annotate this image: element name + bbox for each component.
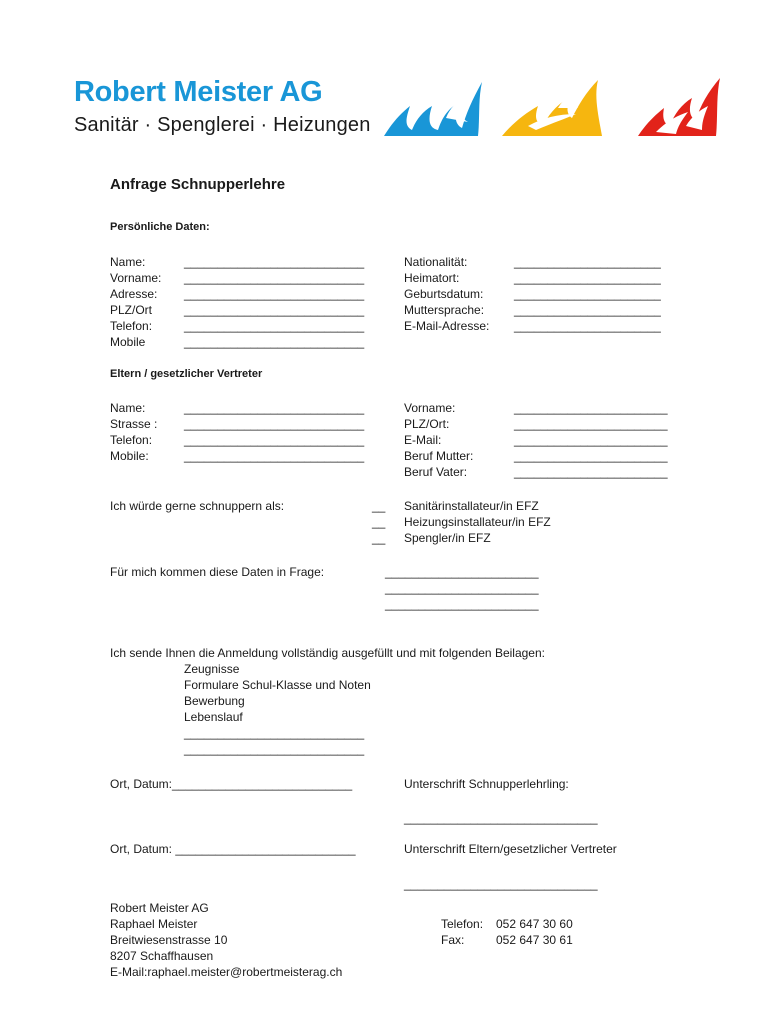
blank-line: ___________________________ xyxy=(184,287,365,301)
blank-line: ______________________ xyxy=(514,303,661,317)
flame-logo-blue-icon xyxy=(382,78,486,140)
field-label: Strasse : xyxy=(110,417,158,431)
option-label: Spengler/in EFZ xyxy=(404,531,491,545)
page-title: Anfrage Schnupperlehre xyxy=(110,176,286,193)
dates-lines xyxy=(385,564,539,612)
field-label: Telefon: xyxy=(110,433,153,447)
address-line: Breitwiesenstrasse 10 xyxy=(110,933,228,947)
blank-line[interactable]: _______________________ xyxy=(385,597,539,611)
blank-line: ___________________________ xyxy=(184,303,365,317)
ort-datum-field-1[interactable]: Ort, Datum:___________________________ xyxy=(110,777,353,791)
field-label: Vorname: xyxy=(404,401,456,415)
list-item: Formulare Schul-Klasse und Noten xyxy=(184,678,371,692)
personal-left-labels xyxy=(110,254,161,350)
checkbox-blank[interactable]: __ xyxy=(372,531,386,545)
field-label: Name: xyxy=(110,401,146,415)
list-item: Bewerbung xyxy=(184,694,245,708)
field-label: PLZ/Ort: xyxy=(404,417,450,431)
section-heading-parents: Eltern / gesetzlicher Vertreter xyxy=(110,368,263,380)
address-line: Raphael Meister xyxy=(110,917,198,931)
schnuppern-label: Ich würde gerne schnuppern als: xyxy=(110,499,285,513)
blank-line: ______________________ xyxy=(514,287,661,301)
field-label: PLZ/Ort xyxy=(110,303,153,317)
address-line: Robert Meister AG xyxy=(110,901,209,915)
parents-left-lines xyxy=(184,400,364,464)
blank-line: ___________________________ xyxy=(184,449,365,463)
schnuppern-options xyxy=(404,498,551,546)
option-label: Heizungsinstallateur/in EFZ xyxy=(404,515,551,529)
field-label: Vorname: xyxy=(110,271,162,285)
footer-phone-values xyxy=(496,916,573,948)
blank-line[interactable]: _______________________ xyxy=(385,581,539,595)
blank-line: _______________________ xyxy=(514,465,668,479)
field-label: Muttersprache: xyxy=(404,303,485,317)
blank-line: ______________________ xyxy=(514,319,661,333)
field-label: Name: xyxy=(110,255,146,269)
signature-line-apprentice[interactable]: _____________________________ xyxy=(404,811,598,825)
field-label: Heimatort: xyxy=(404,271,460,285)
blank-line: ___________________________ xyxy=(184,271,365,285)
checkbox-blank[interactable]: __ xyxy=(372,515,386,529)
blank-line[interactable]: ___________________________ xyxy=(184,742,365,756)
field-label: Mobile: xyxy=(110,449,149,463)
personal-right-lines xyxy=(514,254,661,334)
personal-right-labels xyxy=(404,254,489,334)
blank-line: ___________________________ xyxy=(184,319,365,333)
blank-line: _______________________ xyxy=(514,449,668,463)
blank-line: ___________________________ xyxy=(184,335,365,349)
field-label: E-Mail: xyxy=(404,433,442,447)
fax-number: 052 647 30 61 xyxy=(496,933,573,947)
parents-left-labels xyxy=(110,400,157,464)
parents-right-labels xyxy=(404,400,473,480)
company-tagline: Sanitär · Spenglerei · Heizungen xyxy=(74,114,371,136)
list-item: Lebenslauf xyxy=(184,710,243,724)
field-label: E-Mail-Adresse: xyxy=(404,319,490,333)
blank-line: ______________________ xyxy=(514,255,661,269)
flame-logo-yellow-icon xyxy=(498,78,604,140)
blank-line: ______________________ xyxy=(514,271,661,285)
blank-line: ___________________________ xyxy=(184,417,365,431)
field-label: Geburtsdatum: xyxy=(404,287,484,301)
signature-label-apprentice: Unterschrift Schnupperlehrling: xyxy=(404,777,569,791)
section-heading-personal: Persönliche Daten: xyxy=(110,221,210,233)
blank-line: ___________________________ xyxy=(184,255,365,269)
blank-line: ___________________________ xyxy=(184,433,365,447)
footer-address xyxy=(110,900,342,980)
telefon-label: Telefon: xyxy=(441,917,484,931)
blank-line[interactable]: _______________________ xyxy=(385,565,539,579)
signature-line-parents[interactable]: _____________________________ xyxy=(404,877,598,891)
footer-email[interactable]: E-Mail:raphael.meister@robertmeisterag.ch xyxy=(110,965,343,979)
checkbox-blank[interactable]: __ xyxy=(372,499,386,513)
field-label: Mobile xyxy=(110,335,146,349)
flame-logo-red-icon xyxy=(636,76,724,140)
list-item: Zeugnisse xyxy=(184,662,240,676)
option-label: Sanitärinstallateur/in EFZ xyxy=(404,499,539,513)
field-label: Beruf Mutter: xyxy=(404,449,474,463)
address-line: 8207 Schaffhausen xyxy=(110,949,214,963)
attachments-list xyxy=(184,661,371,757)
schnuppern-checkboxes xyxy=(372,498,385,546)
field-label: Beruf Vater: xyxy=(404,465,468,479)
ort-datum-field-2[interactable]: Ort, Datum: ___________________________ xyxy=(110,842,356,856)
blank-line: _______________________ xyxy=(514,433,668,447)
personal-left-lines xyxy=(184,254,364,350)
fax-label: Fax: xyxy=(441,933,465,947)
blank-line: _______________________ xyxy=(514,401,668,415)
attachments-intro: Ich sende Ihnen die Anmeldung vollständig ausgefüllt und mit folgenden Beilagen: xyxy=(110,646,545,660)
parents-right-lines xyxy=(514,400,668,480)
signature-label-parents: Unterschrift Eltern/gesetzlicher Vertreter xyxy=(404,842,617,856)
footer-phone-labels xyxy=(441,916,483,948)
blank-line: _______________________ xyxy=(514,417,668,431)
telefon-number: 052 647 30 60 xyxy=(496,917,573,931)
blank-line[interactable]: ___________________________ xyxy=(184,726,365,740)
field-label: Telefon: xyxy=(110,319,153,333)
field-label: Adresse: xyxy=(110,287,158,301)
company-name: Robert Meister AG xyxy=(74,76,323,108)
dates-label: Für mich kommen diese Daten in Frage: xyxy=(110,565,325,579)
field-label: Nationalität: xyxy=(404,255,468,269)
blank-line: ___________________________ xyxy=(184,401,365,415)
